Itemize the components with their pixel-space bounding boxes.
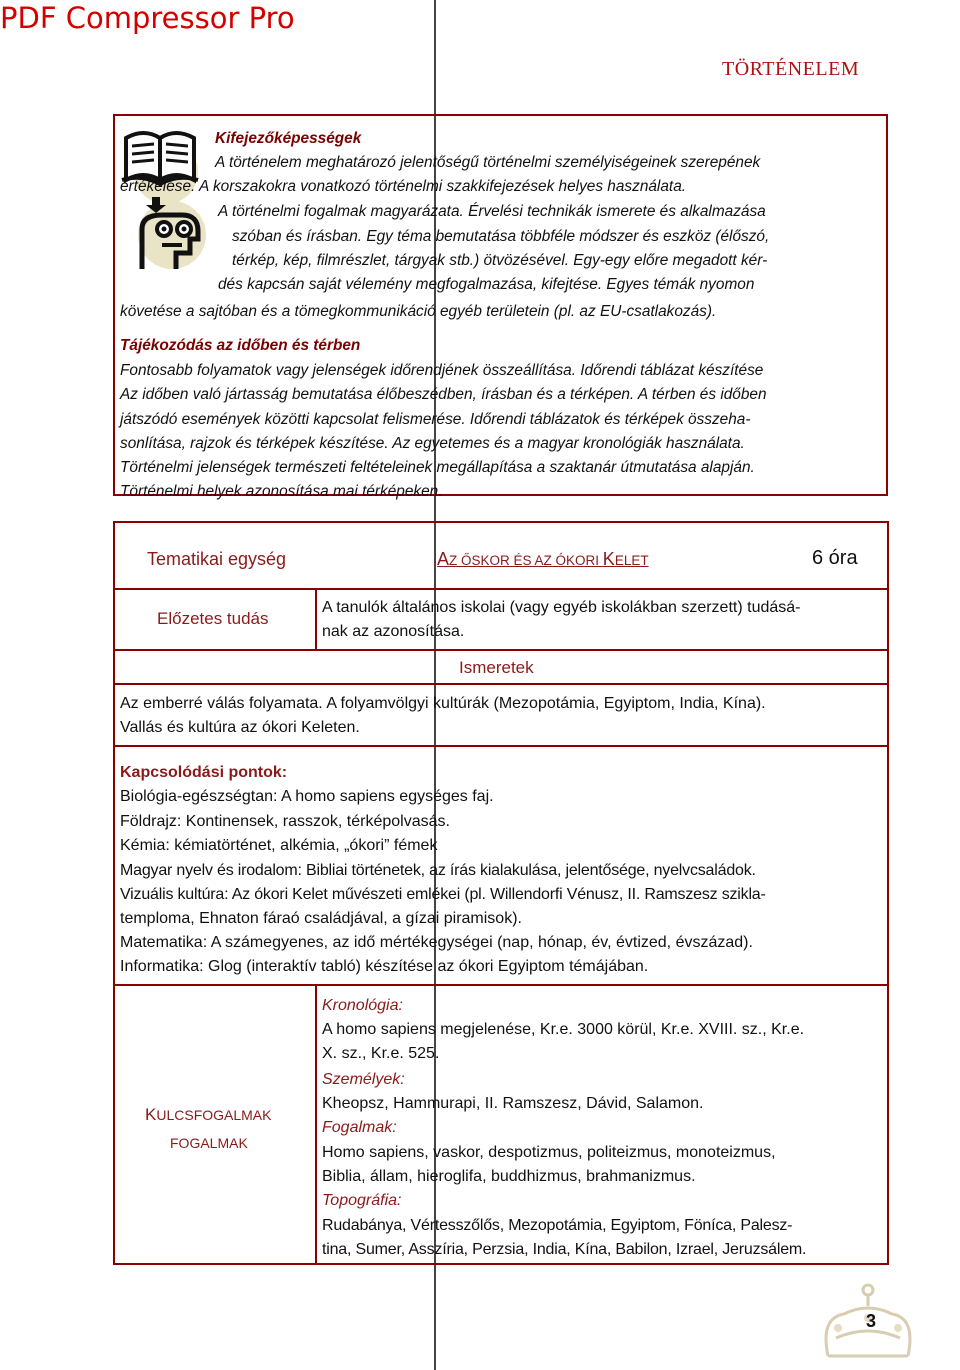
chron-label: Kronológia: [322, 997, 403, 1014]
ref-line: követése a sajtóban és a tömegkommunikáció egyéb területein (pl. az EU-csatlakozás). [120, 303, 717, 320]
head-icon [132, 195, 210, 277]
table-rule [315, 984, 317, 1265]
page-number: 3 [866, 1311, 877, 1331]
ref-line: játszódó események közötti kapcsolat felismerése. Időrendi táblázatok és térképek összeha- [120, 411, 751, 428]
ref-line: A történelem meghatározó jelentőségű történelmi személyiségeinek szerepének [215, 154, 761, 171]
link-item: temploma, Ehnaton fáraó családjával, a gízai piramisok). [120, 910, 522, 927]
section-title: TÖRTÉNELEM [722, 58, 860, 80]
ref-line: Történelmi helyek azonosítása mai térképeken. [120, 483, 443, 500]
table-rule [315, 588, 317, 650]
prior-text: nak az azonosítása. [322, 623, 465, 640]
watermark: PDF Compressor Pro [0, 1, 295, 35]
persons-label: Személyek: [322, 1071, 405, 1088]
knowledge-text: Az emberré válás folyamata. A folyamvölgyi kultúrák (Mezopotámia, Egyiptom, India, Kína). [120, 695, 766, 712]
ref-line: Történelmi jelenségek természeti feltételeinek megállapítása a szaktanár útmutatása alapján. [120, 459, 755, 476]
chron-text: X. sz., Kr.e. 525. [322, 1045, 440, 1062]
link-item: Kémia: kémiatörténet, alkémia, „ókori” fémek [120, 837, 438, 854]
ref-line: dés kapcsán saját vélemény megfogalmazása, kifejtése. Egyes témák nyomon [218, 276, 755, 293]
concepts-text: Homo sapiens, vaskor, despotizmus, politeizmus, monoteizmus, [322, 1144, 776, 1161]
topo-label: Topográfia: [322, 1192, 402, 1209]
link-item: Matematika: A számegyenes, az idő mértékegységei (nap, hónap, év, évtized, évszázad). [120, 934, 753, 951]
concepts-text: Biblia, állam, hieroglifa, buddhizmus, brahmanizmus. [322, 1168, 696, 1185]
link-item: Vizuális kultúra: Az ókori Kelet művészeti emlékei (pl. Willendorfi Vénusz, II. Ramszesz szikla- [120, 886, 766, 903]
table-rule [113, 683, 889, 685]
persons-text: Kheopsz, Hammurapi, II. Ramszesz, Dávid, Salamon. [322, 1095, 704, 1112]
chron-text: A homo sapiens megjelenése, Kr.e. 3000 körül, Kr.e. XVIII. sz., Kr.e. [322, 1021, 805, 1038]
concepts-label-2: FOGALMAK [170, 1135, 248, 1151]
ref-heading-skills: Kifejezőképességek [215, 130, 362, 147]
unit-hours: 6 óra [812, 547, 858, 569]
link-item: Biológia-egészségtan: A homo sapiens egységes faj. [120, 788, 494, 805]
link-item: Informatika: Glog (interaktív tabló) készítése az ókori Egyiptom témájában. [120, 958, 649, 975]
ref-heading-orientation: Tájékozódás az időben és térben [120, 337, 361, 354]
table-rule [113, 588, 889, 590]
prior-text: A tanulók általános iskolai (vagy egyéb iskolákban szerzett) tudásá- [322, 599, 801, 616]
unit-label: Tematikai egység [147, 549, 287, 569]
table-rule [113, 649, 889, 651]
knowledge-label: Ismeretek [459, 658, 534, 677]
table-rule [113, 745, 889, 747]
link-item: Földrajz: Kontinensek, rasszok, térképolvasás. [120, 813, 450, 830]
ref-line: térkép, kép, filmrészlet, tárgyak stb.) ötvözésével. Egy-egy előre megadott kér- [232, 252, 768, 269]
ref-line: A történelmi fogalmak magyarázata. Érvelési technikák ismerete és alkalmazása [218, 203, 766, 220]
ref-line: szóban és írásban. Egy téma bemutatása többféle módszer és eszköz (élőszó, [232, 228, 770, 245]
knowledge-text: Vallás és kultúra az ókori Keleten. [120, 719, 360, 736]
ref-line: Az időben való jártasság bemutatása élőbeszédben, írásban és a térképen. A térben és időben [120, 386, 767, 403]
ref-line: Fontosabb folyamatok vagy jelenségek időrendjének összeállítása. Időrendi táblázat készítése [120, 362, 764, 379]
topo-text: Rudabánya, Vértesszőlős, Mezopotámia, Egyiptom, Föníca, Palesz- [322, 1217, 793, 1234]
unit-title: AZ ŐSKOR ÉS AZ ÓKORI KELET [437, 549, 649, 569]
concepts-label-b: Fogalmak: [322, 1119, 397, 1136]
concepts-label: KULCSFOGALMAK [145, 1105, 272, 1124]
prior-label: Előzetes tudás [157, 609, 269, 628]
topo-text: tina, Sumer, Asszíria, Perzsia, India, Kína, Babilon, Izrael, Jeruzsálem. [322, 1241, 807, 1258]
ref-line: értékelése. A korszakokra vonatkozó történelmi szakkifejezések helyes használata. [120, 178, 687, 195]
ref-line: sonlítása, rajzok és térképek készítése. Az egyetemes és a magyar kronológiák használata. [120, 435, 745, 452]
table-rule [113, 984, 889, 986]
link-item: Magyar nyelv és irodalom: Bibliai történetek, az írás kialakulása, jelentősége, nyelvcsaládok. [120, 862, 756, 879]
links-heading: Kapcsolódási pontok: [120, 764, 288, 781]
